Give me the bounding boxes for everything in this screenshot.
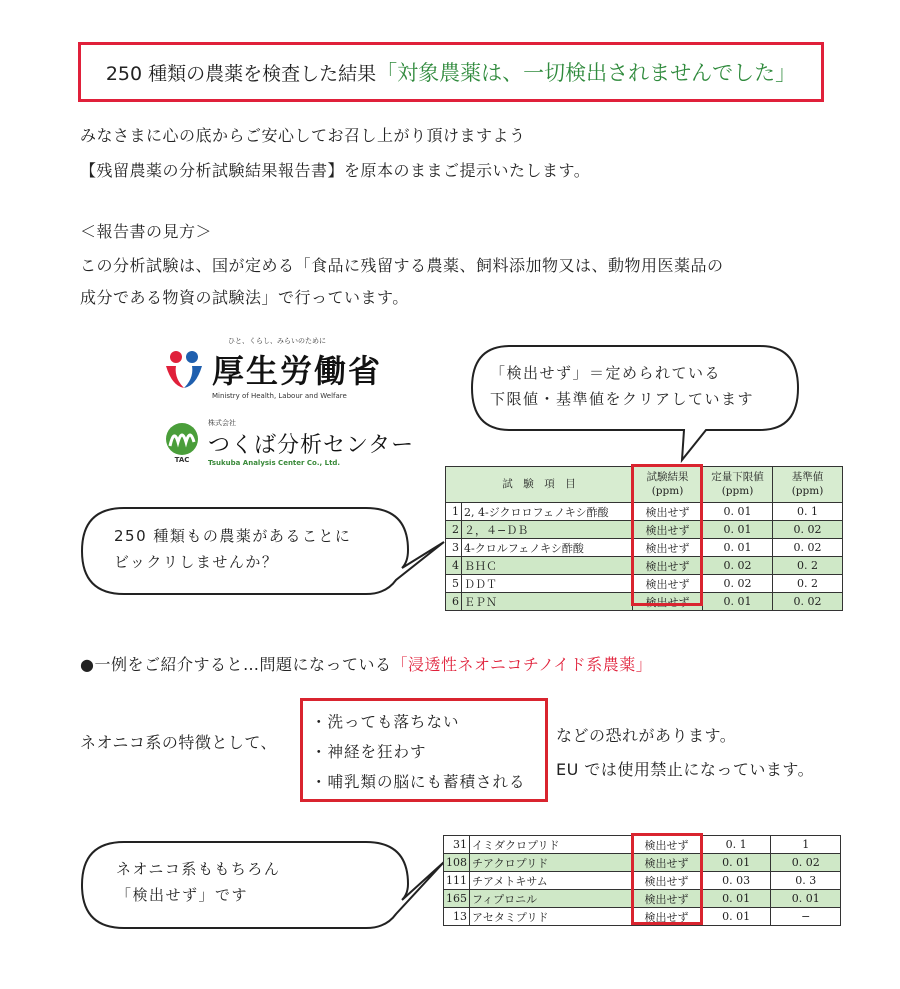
table-row: 31 イミダクロプリド 検出せず 0. 1 1 bbox=[444, 836, 841, 854]
tac-abbr: TAC bbox=[174, 455, 190, 464]
intro-line-1: みなさまに心の底からご安心してお召し上がり頂けますよう bbox=[80, 126, 526, 145]
mhlw-name: 厚生労働省 bbox=[212, 352, 383, 390]
result-column-highlight bbox=[631, 464, 703, 606]
headline-box bbox=[78, 42, 824, 102]
bubble-detected-line-1: 「検出せず」＝定められている bbox=[490, 364, 722, 382]
table-row: 111 チアメトキサム 検出せず 0. 03 0. 3 bbox=[444, 872, 841, 890]
guide-line-1: この分析試験は、国が定める「食品に残留する農薬、飼料添加物又は、動物用医薬品の bbox=[80, 256, 724, 275]
guide-line-2: 成分である物資の試験法」で行っています。 bbox=[80, 288, 409, 307]
table-row: 6 ＥＰＮ 検出せず 0. 01 0. 02 bbox=[446, 593, 843, 611]
header-item: 試 験 項 目 bbox=[446, 467, 633, 503]
speech-bubble-surprise bbox=[80, 506, 410, 596]
speech-bubble-detected bbox=[470, 344, 800, 434]
feature-item: ・哺乳類の脳にも蓄積される bbox=[311, 773, 526, 791]
features-after-2: EU では使用禁止になっています。 bbox=[556, 760, 815, 779]
features-after-1: などの恐れがあります。 bbox=[556, 726, 737, 745]
bubble-surprise-line-2: ビックリしませんか？ bbox=[114, 553, 279, 572]
table-row: 3 4-クロルフェノキシ酢酸 検出せず 0. 01 0. 02 bbox=[446, 539, 843, 557]
guide-heading: ＜報告書の見方＞ bbox=[80, 222, 213, 241]
header-standard: 基準値 (ppm) bbox=[773, 467, 843, 503]
feature-item: ・神経を狂わす bbox=[311, 743, 427, 761]
example-prefix: ●一例をご紹介すると…問題になっている bbox=[80, 655, 392, 674]
bubble-neonic-line-1: ネオニコ系ももちろん bbox=[116, 860, 281, 878]
bubble-detected-line-2: 下限値・基準値をクリアしています bbox=[490, 390, 755, 409]
headline-highlight: 「対象農薬は、一切検出されませんでした」 bbox=[376, 61, 797, 85]
feature-item: ・洗っても落ちない bbox=[311, 713, 460, 731]
intro-line-2: 【残留農薬の分析試験結果報告書】を原本のままご提示いたします。 bbox=[80, 161, 591, 180]
table-row: 165 フィプロニル 検出せず 0. 01 0. 01 bbox=[444, 890, 841, 908]
headline-prefix: 250 種類の農薬を検査した結果 bbox=[105, 62, 377, 85]
result-column-highlight bbox=[631, 833, 703, 925]
tac-logo bbox=[162, 418, 414, 467]
tac-emblem-icon bbox=[162, 422, 202, 456]
header-limit: 定量下限値 (ppm) bbox=[703, 467, 773, 503]
table-row: 2 ２，４−ＤＢ 検出せず 0. 01 0. 02 bbox=[446, 521, 843, 539]
table-row: 5 ＤＤＴ 検出せず 0. 02 0. 2 bbox=[446, 575, 843, 593]
example-line bbox=[80, 655, 652, 674]
tac-english: Tsukuba Analysis Center Co., Ltd. bbox=[208, 459, 341, 467]
table-row: 4 ＢＨＣ 検出せず 0. 02 0. 2 bbox=[446, 557, 843, 575]
table-row: 108 チアクロプリド 検出せず 0. 01 0. 02 bbox=[444, 854, 841, 872]
tac-name: つくば分析センター bbox=[208, 433, 415, 458]
mhlw-english: Ministry of Health, Labour and Welfare bbox=[212, 392, 347, 400]
bubble-neonic-line-2: 「検出せず」です bbox=[116, 886, 249, 905]
tac-kabushiki: 株式会社 bbox=[208, 419, 236, 427]
example-highlight: 「浸透性ネオニコチノイド系農薬」 bbox=[391, 655, 653, 674]
bubble-surprise-line-1: 250 種類もの農薬があることに bbox=[114, 527, 352, 545]
mhlw-tagline: ひと、くらし、みらいのために bbox=[228, 337, 326, 345]
features-box bbox=[300, 698, 548, 802]
mhlw-logo bbox=[162, 336, 382, 400]
features-lead: ネオニコ系の特徴として、 bbox=[80, 733, 278, 752]
header-result: 試験結果 (ppm) bbox=[633, 467, 703, 503]
speech-bubble-neonic bbox=[80, 840, 410, 930]
table-row: 1 2, 4-ジクロロフェノキシ酢酸 検出せず 0. 01 0. 1 bbox=[446, 503, 843, 521]
table-row: 13 アセタミプリド 検出せず 0. 01 − bbox=[444, 908, 841, 926]
mhlw-emblem-icon bbox=[162, 346, 206, 390]
